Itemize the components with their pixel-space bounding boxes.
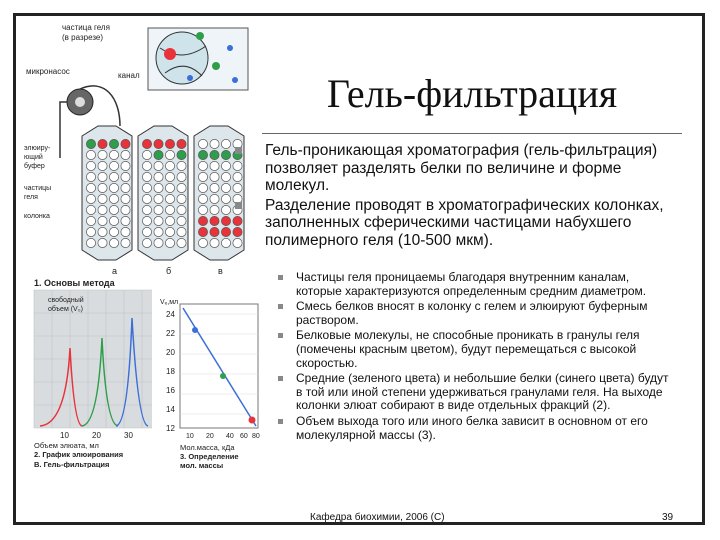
- gel-bead: [121, 183, 130, 192]
- gel-bead: [154, 238, 163, 247]
- footer-text: Кафедра биохимии, 2006 (С): [310, 512, 445, 523]
- list-item: [278, 271, 678, 298]
- square-bullet-icon: [235, 202, 242, 209]
- gel-bead: [121, 161, 130, 170]
- elution-tick-30: 30: [124, 431, 133, 440]
- gel-bead: [98, 216, 107, 225]
- gel-bead: [109, 216, 118, 225]
- gel-bead: [142, 227, 151, 236]
- mw-ytick: 12: [166, 424, 175, 433]
- gel-bead: [221, 161, 230, 170]
- label-col-c: в: [218, 266, 223, 276]
- gel-bead: [165, 227, 174, 236]
- square-bullet-icon: [278, 304, 283, 309]
- gel-bead: [165, 183, 174, 192]
- gel-bead: [165, 139, 174, 148]
- sub-bullet-text: Средние (зеленого цвета) и небольшие белки (синего цвета) будут в той или иной степени удерживаться гранулами геля. На выходе колонки элюат собирают в виде отдельных фракций (2).: [296, 371, 669, 413]
- gel-bead: [221, 172, 230, 181]
- page-title: Гель-фильтрация: [326, 71, 618, 116]
- gel-bead: [210, 194, 219, 203]
- gel-bead: [177, 183, 186, 192]
- title-divider: [262, 133, 682, 134]
- mw-point-blue: [192, 327, 198, 333]
- gel-bead: [98, 183, 107, 192]
- gel-bead: [210, 205, 219, 214]
- pump-hub: [75, 97, 85, 107]
- gel-bead: [154, 139, 163, 148]
- gel-bead: [86, 238, 95, 247]
- sub-bullet-text: Белковые молекулы, не способные проникать в гранулы геля (помечены красным цветом), будут перемещаться с высокой скоростью.: [296, 328, 640, 370]
- gel-bead: [109, 150, 118, 159]
- list-item: [235, 197, 675, 250]
- gel-bead: [142, 238, 151, 247]
- gel-bead: [221, 238, 230, 247]
- gel-bead: [221, 183, 230, 192]
- label-eluting-buffer-1: элюиру-: [24, 145, 51, 152]
- gel-bead: [86, 216, 95, 225]
- gel-bead: [210, 238, 219, 247]
- label-particles-1: частицы: [24, 185, 52, 192]
- mw-ytick: 22: [166, 329, 175, 338]
- gel-bead: [198, 139, 207, 148]
- gel-bead: [154, 172, 163, 181]
- square-bullet-icon: [278, 419, 283, 424]
- green-molecule: [196, 32, 204, 40]
- gel-bead: [177, 205, 186, 214]
- mw-xlabel: Мол.масса, кДа: [180, 443, 235, 452]
- sub-bullet-list: [278, 271, 678, 444]
- gel-bead: [210, 172, 219, 181]
- mw-caption-1: 3. Определение: [180, 452, 239, 461]
- gel-bead: [221, 139, 230, 148]
- mw-ylabel: Vₑ,мл: [160, 299, 179, 306]
- elution-tick-20: 20: [92, 431, 101, 440]
- square-bullet-icon: [278, 376, 283, 381]
- gel-bead: [221, 205, 230, 214]
- gel-bead: [142, 216, 151, 225]
- gel-bead: [142, 139, 151, 148]
- list-item: [278, 415, 678, 442]
- gel-bead: [142, 194, 151, 203]
- gel-bead: [86, 205, 95, 214]
- label-eluting-buffer-2: ющий: [24, 154, 43, 161]
- gel-bead: [210, 161, 219, 170]
- blue-molecule: [232, 77, 238, 83]
- gel-bead: [154, 161, 163, 170]
- gel-bead: [154, 183, 163, 192]
- gel-bead: [109, 227, 118, 236]
- mw-caption-2: мол. массы: [180, 461, 224, 468]
- mw-xtick: 10: [186, 433, 194, 440]
- gel-bead: [121, 205, 130, 214]
- gel-bead: [109, 183, 118, 192]
- list-item: [278, 329, 678, 370]
- gel-bead: [121, 194, 130, 203]
- gel-bead: [177, 216, 186, 225]
- gel-bead: [86, 227, 95, 236]
- gel-bead: [221, 150, 230, 159]
- gel-bead: [86, 161, 95, 170]
- gel-bead: [98, 139, 107, 148]
- gel-bead: [198, 150, 207, 159]
- gel-bead: [121, 227, 130, 236]
- gel-bead: [109, 172, 118, 181]
- gel-bead: [109, 194, 118, 203]
- gel-bead: [142, 205, 151, 214]
- gel-bead: [109, 161, 118, 170]
- label-eluting-buffer-3: буфер: [24, 163, 45, 170]
- gel-bead: [109, 205, 118, 214]
- mw-point-red: [249, 417, 256, 424]
- label-gel-particle: частица геля: [62, 23, 110, 32]
- square-bullet-icon: [278, 333, 283, 338]
- label-micropump: микронасос: [26, 67, 70, 76]
- green-molecule: [212, 62, 220, 70]
- list-item: [235, 142, 675, 195]
- gel-bead: [210, 183, 219, 192]
- gel-bead: [98, 205, 107, 214]
- gel-bead: [165, 216, 174, 225]
- elution-xlabel: Объем элюата, мл: [34, 441, 99, 450]
- label-channel: канал: [118, 71, 140, 80]
- list-item: [278, 372, 678, 413]
- gel-bead: [165, 150, 174, 159]
- gel-bead: [177, 238, 186, 247]
- gel-bead: [198, 216, 207, 225]
- gel-bead: [198, 183, 207, 192]
- label-column: колонка: [24, 213, 50, 220]
- main-bullet-list: [235, 142, 675, 251]
- gel-bead: [142, 150, 151, 159]
- red-molecule: [164, 48, 176, 60]
- mw-yticks: [166, 310, 175, 433]
- caption-1: 1. Основы метода: [34, 278, 115, 288]
- gel-bead: [154, 205, 163, 214]
- gel-bead: [98, 227, 107, 236]
- gel-bead: [98, 194, 107, 203]
- gel-bead: [198, 161, 207, 170]
- mw-xtick: 40: [226, 433, 234, 440]
- square-bullet-icon: [278, 275, 283, 280]
- mw-point-green: [220, 373, 226, 379]
- mw-ytick: 18: [166, 367, 175, 376]
- gel-bead: [177, 161, 186, 170]
- gel-bead: [109, 238, 118, 247]
- page-number: 39: [662, 512, 674, 523]
- gel-bead: [198, 227, 207, 236]
- elution-tick-10: 10: [60, 431, 69, 440]
- gel-bead: [177, 194, 186, 203]
- gel-bead: [86, 194, 95, 203]
- bullet-text: Гель-проникающая хроматография (гель-фильтрация) позволяет разделять белки по величине и форме молекул.: [265, 142, 658, 194]
- elution-caption-2: В. Гель-фильтрация: [34, 460, 110, 468]
- gel-bead: [86, 172, 95, 181]
- tubing-left: [60, 102, 67, 158]
- label-particles-2: геля: [24, 194, 38, 201]
- gel-bead: [109, 139, 118, 148]
- mw-xtick: 80: [252, 433, 260, 440]
- label-free-volume-2: объем (V₀): [48, 306, 83, 313]
- gel-bead: [121, 216, 130, 225]
- gel-bead: [177, 139, 186, 148]
- sub-bullet-text: Частицы геля проницаемы благодаря внутренним каналам, которые характеризуются определенным средним диаметром.: [296, 270, 647, 298]
- mw-xticks: [186, 433, 260, 440]
- gel-bead: [98, 150, 107, 159]
- gel-bead: [154, 194, 163, 203]
- gel-bead: [86, 183, 95, 192]
- gel-bead: [221, 194, 230, 203]
- gel-bead: [198, 238, 207, 247]
- gel-bead: [121, 139, 130, 148]
- mw-ytick: 20: [166, 348, 175, 357]
- gel-bead: [210, 150, 219, 159]
- gel-bead: [165, 172, 174, 181]
- gel-bead: [98, 238, 107, 247]
- gel-bead: [86, 139, 95, 148]
- gel-bead: [165, 238, 174, 247]
- gel-bead: [154, 216, 163, 225]
- gel-bead: [221, 216, 230, 225]
- sub-bullet-text: Объем выхода того или иного белка зависит в основном от его молекулярной массы (3).: [296, 413, 648, 442]
- gel-bead: [210, 227, 219, 236]
- gel-bead: [98, 161, 107, 170]
- label-gel-particle-cut: (в разрезе): [62, 33, 104, 42]
- gel-bead: [142, 172, 151, 181]
- list-item: [278, 300, 678, 327]
- bullet-text: Разделение проводят в хроматографических колонках, заполненных сферическими частицами набухшего полимерного геля (10-500 мкм).: [265, 196, 664, 249]
- gel-bead: [221, 227, 230, 236]
- mw-xtick: 60: [240, 433, 248, 440]
- gel-bead: [98, 172, 107, 181]
- gel-bead: [165, 161, 174, 170]
- gel-bead: [142, 161, 151, 170]
- gel-bead: [210, 139, 219, 148]
- label-free-volume-1: свободный: [48, 297, 84, 304]
- mw-ytick: 16: [166, 386, 175, 395]
- gel-bead: [86, 150, 95, 159]
- elution-caption-1: 2. График элюирования: [34, 450, 124, 459]
- square-bullet-icon: [235, 147, 242, 154]
- gel-bead: [121, 150, 130, 159]
- gel-bead: [165, 194, 174, 203]
- gel-bead: [177, 227, 186, 236]
- gel-bead: [121, 238, 130, 247]
- label-col-b: б: [166, 266, 172, 276]
- figure-svg: [20, 18, 260, 468]
- gel-bead: [177, 150, 186, 159]
- gel-bead: [198, 194, 207, 203]
- gel-bead: [154, 227, 163, 236]
- gel-bead: [198, 205, 207, 214]
- label-col-a: а: [112, 266, 118, 276]
- blue-molecule: [187, 75, 193, 81]
- mw-ytick: 14: [166, 405, 175, 414]
- gel-bead: [210, 216, 219, 225]
- mw-xtick: 20: [206, 433, 214, 440]
- gel-bead: [177, 172, 186, 181]
- gel-bead: [154, 150, 163, 159]
- blue-molecule: [227, 45, 233, 51]
- gel-bead: [198, 172, 207, 181]
- gel-bead: [165, 205, 174, 214]
- sub-bullet-text: Смесь белков вносят в колонку с гелем и элюируют буферным раствором.: [296, 299, 648, 327]
- mw-ytick: 24: [166, 310, 175, 319]
- gel-filtration-figure: [20, 18, 260, 468]
- gel-bead: [121, 172, 130, 181]
- gel-bead: [142, 183, 151, 192]
